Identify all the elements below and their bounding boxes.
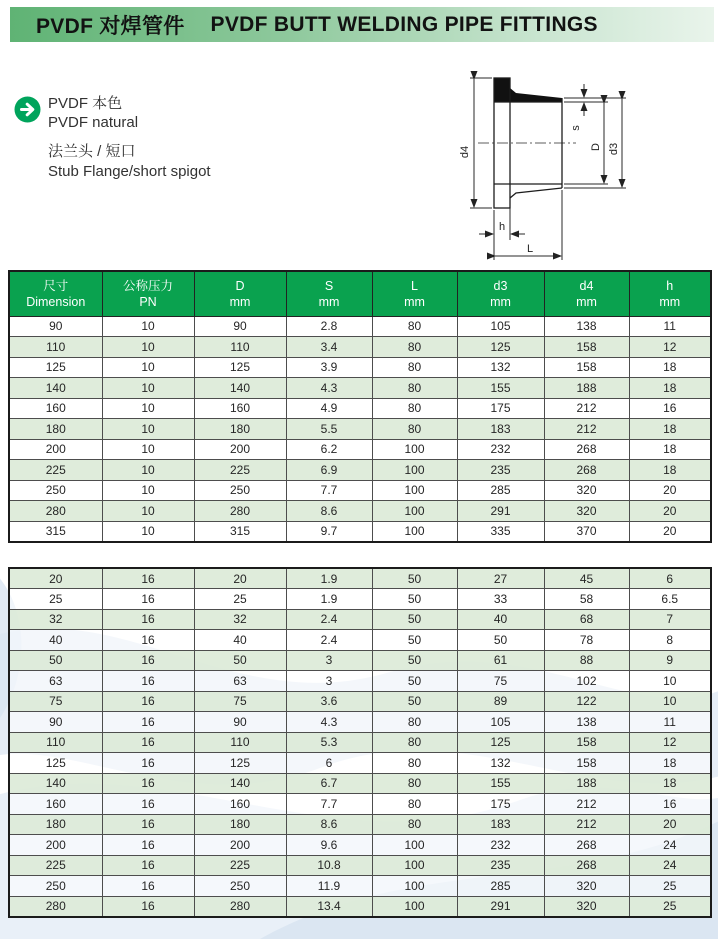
table-cell: 16 — [102, 855, 194, 876]
table-cell: 50 — [372, 691, 457, 712]
table-cell: 4.3 — [286, 712, 372, 733]
material-label-zh: PVDF 本色 — [48, 95, 123, 112]
table-cell: 16 — [102, 773, 194, 794]
table-row — [9, 691, 711, 712]
table-cell: 110 — [9, 732, 102, 753]
table-cell: 25 — [629, 896, 711, 917]
table-cell: 100 — [372, 855, 457, 876]
drawing-label-d3: d3 — [608, 142, 620, 156]
table-cell: 125 — [457, 337, 544, 358]
table-cell: 78 — [544, 630, 629, 651]
table-cell: 2.4 — [286, 609, 372, 630]
table-cell: 9 — [629, 650, 711, 671]
table-cell: 18 — [629, 439, 711, 460]
table-cell: 212 — [544, 814, 629, 835]
table-cell: 16 — [102, 896, 194, 917]
table-cell: 138 — [544, 712, 629, 733]
table-cell: 6.9 — [286, 460, 372, 481]
table-row — [9, 568, 711, 589]
table-cell: 50 — [372, 630, 457, 651]
table-cell: 212 — [544, 398, 629, 419]
table-cell: 3 — [286, 671, 372, 692]
table-cell: 12 — [629, 732, 711, 753]
table-row — [9, 419, 711, 440]
table-cell: 10 — [102, 378, 194, 399]
table-cell: 160 — [194, 398, 286, 419]
table-cell: 188 — [544, 378, 629, 399]
table-row — [9, 609, 711, 630]
arrow-icon — [14, 96, 41, 123]
table-cell: 370 — [544, 521, 629, 542]
table-cell: 80 — [372, 732, 457, 753]
table-row — [9, 480, 711, 501]
table-cell: 20 — [629, 480, 711, 501]
table-cell: 132 — [457, 753, 544, 774]
table-cell: 268 — [544, 460, 629, 481]
table-cell: 225 — [9, 855, 102, 876]
table-cell: 16 — [102, 650, 194, 671]
table-cell: 200 — [9, 835, 102, 856]
page-header — [10, 7, 714, 42]
table-cell: 4.9 — [286, 398, 372, 419]
table-cell: 100 — [372, 439, 457, 460]
table-cell: 16 — [102, 630, 194, 651]
table-cell: 9.6 — [286, 835, 372, 856]
table-cell: 16 — [102, 712, 194, 733]
table-cell: 7.7 — [286, 480, 372, 501]
table-cell: 90 — [194, 316, 286, 337]
table-cell: 320 — [544, 501, 629, 522]
table-cell: 80 — [372, 337, 457, 358]
table-cell: 320 — [544, 480, 629, 501]
table-cell: 250 — [9, 480, 102, 501]
table-row — [9, 460, 711, 481]
table-cell: 25 — [9, 589, 102, 610]
column-header: h mm — [629, 271, 711, 316]
table-cell: 33 — [457, 589, 544, 610]
technical-drawing — [458, 60, 698, 268]
table-cell: 320 — [544, 896, 629, 917]
table-cell: 225 — [194, 460, 286, 481]
column-header: 尺寸 Dimension — [9, 271, 102, 316]
table-cell: 100 — [372, 480, 457, 501]
table-cell: 100 — [372, 835, 457, 856]
table-cell: 80 — [372, 794, 457, 815]
product-intro — [0, 42, 718, 268]
pn16-dimension-table — [8, 567, 712, 918]
table-cell: 24 — [629, 835, 711, 856]
table-cell: 9.7 — [286, 521, 372, 542]
table-cell: 50 — [372, 568, 457, 589]
table-cell: 110 — [9, 337, 102, 358]
table-cell: 10 — [102, 357, 194, 378]
column-header: S mm — [286, 271, 372, 316]
table-cell: 285 — [457, 480, 544, 501]
table-cell: 10 — [629, 691, 711, 712]
table-row — [9, 589, 711, 610]
table-row — [9, 753, 711, 774]
page-title-en: PVDF BUTT WELDING PIPE FITTINGS — [210, 12, 598, 36]
table-cell: 212 — [544, 419, 629, 440]
drawing-label-D: D — [590, 143, 602, 151]
table-row — [9, 337, 711, 358]
table-cell: 225 — [194, 855, 286, 876]
table-cell: 10 — [102, 439, 194, 460]
table-cell: 7 — [629, 609, 711, 630]
table-row — [9, 712, 711, 733]
table-cell: 315 — [9, 521, 102, 542]
drawing-label-d4: d4 — [459, 145, 471, 159]
table-row — [9, 630, 711, 651]
table-cell: 1.9 — [286, 568, 372, 589]
table-cell: 268 — [544, 835, 629, 856]
table-cell: 50 — [372, 650, 457, 671]
table-cell: 25 — [194, 589, 286, 610]
table-cell: 11 — [629, 712, 711, 733]
table-cell: 158 — [544, 732, 629, 753]
table-cell: 335 — [457, 521, 544, 542]
product-name-zh: 法兰头 / 短口 — [48, 143, 136, 160]
table-cell: 20 — [629, 521, 711, 542]
table-cell: 2.4 — [286, 630, 372, 651]
table-cell: 188 — [544, 773, 629, 794]
table-cell: 18 — [629, 378, 711, 399]
table-cell: 280 — [194, 501, 286, 522]
table-row — [9, 521, 711, 542]
table-cell: 3.4 — [286, 337, 372, 358]
table-cell: 280 — [194, 896, 286, 917]
table-cell: 4.3 — [286, 378, 372, 399]
column-header: d3 mm — [457, 271, 544, 316]
column-header: d4 mm — [544, 271, 629, 316]
table-cell: 10 — [102, 460, 194, 481]
table-cell: 10 — [102, 316, 194, 337]
table-cell: 110 — [194, 337, 286, 358]
table-cell: 89 — [457, 691, 544, 712]
table-cell: 18 — [629, 460, 711, 481]
table-row — [9, 398, 711, 419]
table-cell: 50 — [194, 650, 286, 671]
table-cell: 90 — [9, 316, 102, 337]
table-row — [9, 855, 711, 876]
table-cell: 268 — [544, 855, 629, 876]
table-cell: 24 — [629, 855, 711, 876]
table-cell: 7.7 — [286, 794, 372, 815]
table-cell: 232 — [457, 439, 544, 460]
table-cell: 200 — [194, 835, 286, 856]
table-row — [9, 501, 711, 522]
table-cell: 180 — [9, 419, 102, 440]
table-cell: 100 — [372, 521, 457, 542]
table-row — [9, 732, 711, 753]
table-cell: 280 — [9, 896, 102, 917]
pn10-dimension-table — [8, 270, 712, 543]
table-cell: 10 — [102, 480, 194, 501]
table-cell: 16 — [102, 876, 194, 897]
material-label-en: PVDF natural — [48, 114, 139, 131]
page-title-zh: PVDF 对焊管件 — [36, 14, 185, 38]
table-row — [9, 650, 711, 671]
table-cell: 50 — [372, 671, 457, 692]
table-cell: 100 — [372, 876, 457, 897]
table-cell: 291 — [457, 501, 544, 522]
table-cell: 80 — [372, 316, 457, 337]
table-cell: 8.6 — [286, 814, 372, 835]
table-cell: 80 — [372, 814, 457, 835]
product-name-en: Stub Flange/short spigot — [48, 163, 211, 180]
table-cell: 235 — [457, 460, 544, 481]
table-cell: 155 — [457, 378, 544, 399]
table-row — [9, 378, 711, 399]
table-cell: 291 — [457, 896, 544, 917]
table-cell: 200 — [194, 439, 286, 460]
table-cell: 138 — [544, 316, 629, 337]
table-cell: 125 — [194, 753, 286, 774]
table-cell: 5.3 — [286, 732, 372, 753]
table-cell: 20 — [194, 568, 286, 589]
table-cell: 12 — [629, 337, 711, 358]
table-cell: 10 — [102, 501, 194, 522]
table-cell: 20 — [629, 501, 711, 522]
table-cell: 40 — [194, 630, 286, 651]
table-cell: 315 — [194, 521, 286, 542]
table-cell: 10 — [629, 671, 711, 692]
table-cell: 8.6 — [286, 501, 372, 522]
table-cell: 100 — [372, 501, 457, 522]
table-cell: 250 — [9, 876, 102, 897]
table-cell: 75 — [9, 691, 102, 712]
table-cell: 105 — [457, 316, 544, 337]
table-cell: 58 — [544, 589, 629, 610]
table-cell: 10 — [102, 521, 194, 542]
table-cell: 8 — [629, 630, 711, 651]
table-cell: 175 — [457, 398, 544, 419]
table-cell: 16 — [102, 589, 194, 610]
table-cell: 6 — [629, 568, 711, 589]
table-cell: 102 — [544, 671, 629, 692]
table-cell: 158 — [544, 357, 629, 378]
table-cell: 122 — [544, 691, 629, 712]
table-cell: 175 — [457, 794, 544, 815]
table-cell: 10 — [102, 398, 194, 419]
table-cell: 18 — [629, 753, 711, 774]
table-cell: 16 — [102, 568, 194, 589]
table-cell: 5.5 — [286, 419, 372, 440]
table-cell: 50 — [9, 650, 102, 671]
table-cell: 100 — [372, 460, 457, 481]
table-row — [9, 835, 711, 856]
table-cell: 183 — [457, 419, 544, 440]
table-header-row — [9, 271, 711, 316]
table-cell: 40 — [9, 630, 102, 651]
table-cell: 2.8 — [286, 316, 372, 337]
table-row — [9, 814, 711, 835]
table-cell: 16 — [629, 398, 711, 419]
table-cell: 80 — [372, 753, 457, 774]
table-cell: 16 — [629, 794, 711, 815]
table-cell: 6.2 — [286, 439, 372, 460]
table-cell: 20 — [629, 814, 711, 835]
table-cell: 160 — [9, 398, 102, 419]
table-row — [9, 357, 711, 378]
table-cell: 16 — [102, 732, 194, 753]
table-row — [9, 773, 711, 794]
table-cell: 6.5 — [629, 589, 711, 610]
table-cell: 110 — [194, 732, 286, 753]
drawing-label-L: L — [526, 243, 534, 255]
table-cell: 10 — [102, 337, 194, 358]
table-cell: 125 — [9, 753, 102, 774]
table-cell: 320 — [544, 876, 629, 897]
table-cell: 183 — [457, 814, 544, 835]
table-cell: 225 — [9, 460, 102, 481]
table-row — [9, 671, 711, 692]
table-cell: 90 — [194, 712, 286, 733]
table-cell: 63 — [9, 671, 102, 692]
table-cell: 250 — [194, 876, 286, 897]
table-cell: 3.9 — [286, 357, 372, 378]
table-cell: 50 — [372, 609, 457, 630]
table-cell: 18 — [629, 419, 711, 440]
table-cell: 6 — [286, 753, 372, 774]
table-cell: 180 — [9, 814, 102, 835]
table-cell: 63 — [194, 671, 286, 692]
table-cell: 80 — [372, 357, 457, 378]
drawing-label-h: h — [498, 221, 506, 233]
table-cell: 10.8 — [286, 855, 372, 876]
table-cell: 88 — [544, 650, 629, 671]
table-cell: 80 — [372, 419, 457, 440]
table-cell: 158 — [544, 337, 629, 358]
table-cell: 155 — [457, 773, 544, 794]
column-header: 公称压力 PN — [102, 271, 194, 316]
table-cell: 160 — [194, 794, 286, 815]
table-cell: 16 — [102, 814, 194, 835]
table-cell: 61 — [457, 650, 544, 671]
table-cell: 250 — [194, 480, 286, 501]
table-cell: 45 — [544, 568, 629, 589]
table-cell: 140 — [9, 378, 102, 399]
table-cell: 100 — [372, 896, 457, 917]
table-cell: 140 — [194, 773, 286, 794]
table-row — [9, 794, 711, 815]
table-cell: 280 — [9, 501, 102, 522]
table-cell: 3 — [286, 650, 372, 671]
table-cell: 180 — [194, 814, 286, 835]
table-cell: 16 — [102, 835, 194, 856]
table-cell: 140 — [194, 378, 286, 399]
table-cell: 75 — [457, 671, 544, 692]
table-cell: 80 — [372, 773, 457, 794]
table-cell: 18 — [629, 773, 711, 794]
table-cell: 16 — [102, 671, 194, 692]
table-cell: 125 — [9, 357, 102, 378]
table-cell: 232 — [457, 835, 544, 856]
table-cell: 32 — [9, 609, 102, 630]
table-row — [9, 876, 711, 897]
table-row — [9, 316, 711, 337]
flange-section-fill — [494, 78, 510, 102]
table-cell: 32 — [194, 609, 286, 630]
table-cell: 80 — [372, 378, 457, 399]
table-cell: 18 — [629, 357, 711, 378]
table-cell: 40 — [457, 609, 544, 630]
column-header: L mm — [372, 271, 457, 316]
table-cell: 80 — [372, 712, 457, 733]
table-row — [9, 896, 711, 917]
table-cell: 125 — [194, 357, 286, 378]
table-cell: 285 — [457, 876, 544, 897]
table-cell: 180 — [194, 419, 286, 440]
table-row — [9, 439, 711, 460]
table-cell: 90 — [9, 712, 102, 733]
table-cell: 6.7 — [286, 773, 372, 794]
column-header: D mm — [194, 271, 286, 316]
table-cell: 11 — [629, 316, 711, 337]
table-cell: 68 — [544, 609, 629, 630]
table-cell: 212 — [544, 794, 629, 815]
table-cell: 10 — [102, 419, 194, 440]
table-cell: 268 — [544, 439, 629, 460]
table-cell: 140 — [9, 773, 102, 794]
table-cell: 16 — [102, 753, 194, 774]
table-cell: 16 — [102, 794, 194, 815]
table-cell: 80 — [372, 398, 457, 419]
table-cell: 11.9 — [286, 876, 372, 897]
table-cell: 132 — [457, 357, 544, 378]
table-cell: 125 — [457, 732, 544, 753]
table-cell: 3.6 — [286, 691, 372, 712]
table-cell: 50 — [457, 630, 544, 651]
table-cell: 16 — [102, 691, 194, 712]
drawing-label-s: s — [570, 125, 582, 131]
table-cell: 160 — [9, 794, 102, 815]
table-cell: 27 — [457, 568, 544, 589]
table-cell: 16 — [102, 609, 194, 630]
table-cell: 1.9 — [286, 589, 372, 610]
table-cell: 235 — [457, 855, 544, 876]
table-cell: 25 — [629, 876, 711, 897]
table-cell: 105 — [457, 712, 544, 733]
table-cell: 75 — [194, 691, 286, 712]
table-cell: 200 — [9, 439, 102, 460]
table-cell: 158 — [544, 753, 629, 774]
table-cell: 20 — [9, 568, 102, 589]
table-cell: 50 — [372, 589, 457, 610]
table-cell: 13.4 — [286, 896, 372, 917]
